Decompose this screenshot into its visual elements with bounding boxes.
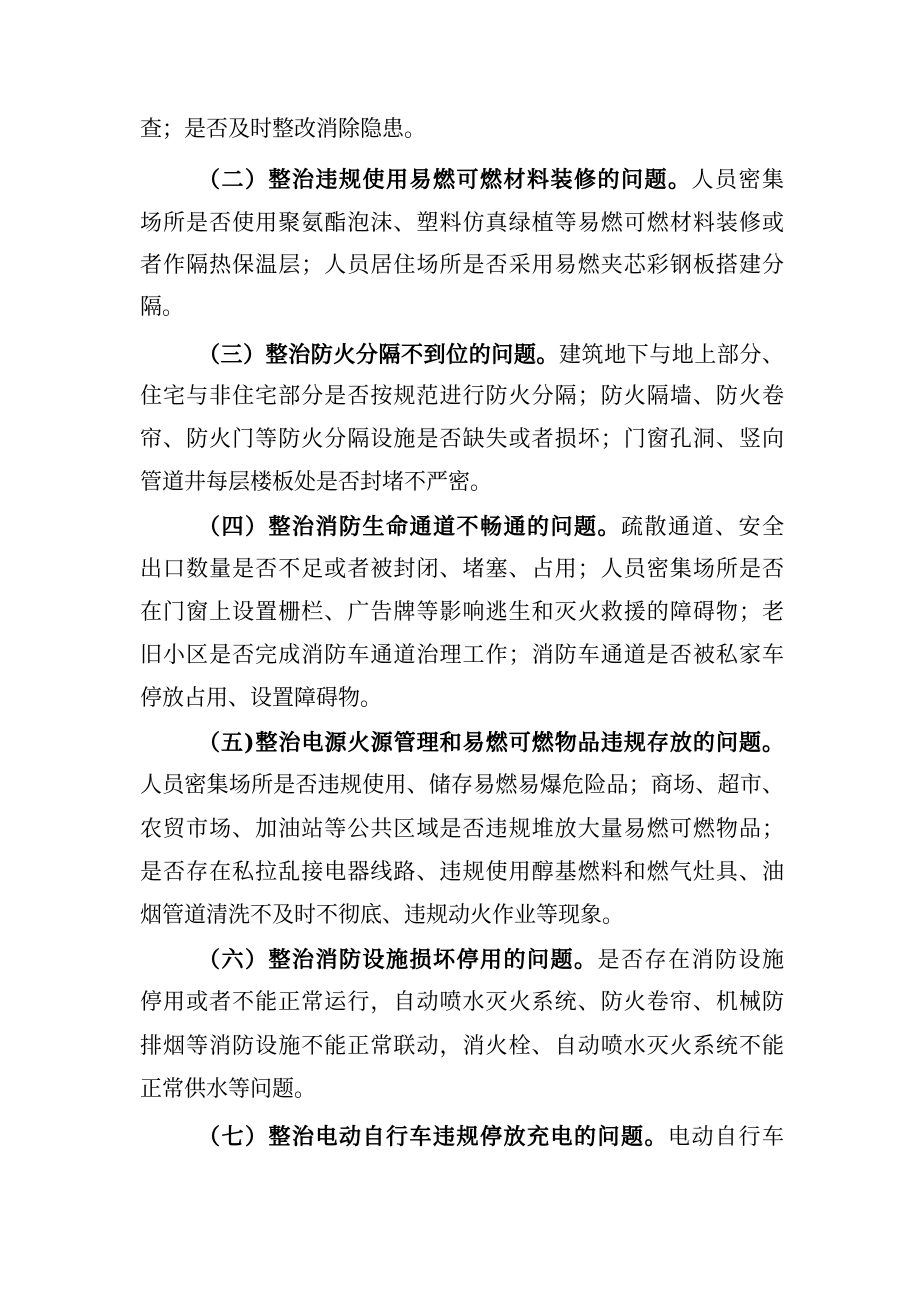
- paragraph-line: 住宅与非住宅部分是否按规范进行防火分隔；防火隔墙、防火卷: [140, 384, 784, 409]
- paragraph-line: 是否存在私拉乱接电器线路、违规使用醇基燃料和燃气灶具、油: [140, 860, 784, 885]
- paragraph-line: 排烟等消防设施不能正常联动，消火栓、自动喷水灭火系统不能: [140, 1034, 784, 1059]
- section-heading: （三）整治防火分隔不到位的问题。: [198, 342, 559, 368]
- paragraph-line: 场所是否使用聚氨酯泡沫、塑料仿真绿植等易燃可燃材料装修或: [140, 211, 784, 236]
- paragraph-line: 正常供水等问题。: [140, 1077, 317, 1102]
- section-heading: （二）整治违规使用易燃可燃材料装修的问题。: [198, 167, 692, 193]
- paragraph-line: 旧小区是否完成消防车通道治理工作；消防车通道是否被私家车: [140, 643, 784, 668]
- section-heading: （五)整治电源火源管理和易燃可燃物品违规存放的问题。: [198, 730, 784, 756]
- paragraph-line: 查；是否及时整改消除隐患。: [140, 117, 427, 142]
- paragraph-line: 帘、防火门等防火分隔设施是否缺失或者损坏；门窗孔洞、竖向: [140, 427, 784, 452]
- body-text: 人员密集: [691, 168, 784, 193]
- paragraph-line: 农贸市场、加油站等公共区域是否违规堆放大量易燃可燃物品；: [140, 817, 784, 842]
- paragraph-first-line: [198, 514, 784, 540]
- body-text: 疏散通道、安全: [620, 515, 784, 540]
- paragraph-first-line: [198, 342, 784, 368]
- paragraph-line: 在门窗上设置栅栏、广告牌等影响逃生和灭火救援的障碍物；老: [140, 600, 784, 625]
- paragraph-line: 停用或者不能正常运行，自动喷水灭火系统、防火卷帘、机械防: [140, 990, 784, 1015]
- paragraph-line: 者作隔热保温层；人员居住场所是否采用易燃夹芯彩钢板搭建分: [140, 253, 784, 278]
- paragraph-line: 管道井每层楼板处是否封堵不严密。: [140, 470, 493, 495]
- paragraph-line: 人员密集场所是否违规使用、储存易燃易爆危险品；商场、超市、: [140, 773, 784, 798]
- body-text: 建筑地下与地上部分、: [558, 343, 784, 368]
- section-heading: （四）整治消防生命通道不畅通的问题。: [198, 514, 621, 540]
- paragraph-line: 隔。: [140, 295, 185, 320]
- paragraph-line: 停放占用、设置障碍物。: [140, 686, 383, 711]
- paragraph-first-line: [198, 947, 784, 973]
- paragraph-first-line: [198, 1124, 784, 1150]
- paragraph-first-line: [198, 730, 784, 756]
- body-text: 是否存在消防设施: [597, 948, 784, 973]
- section-heading: （七）整治电动自行车违规停放充电的问题。: [198, 1124, 668, 1150]
- body-text: 电动自行车: [667, 1125, 784, 1150]
- paragraph-line: 烟管道清洗不及时不彻底、违规动火作业等现象。: [140, 903, 625, 928]
- section-heading: （六）整治消防设施损坏停用的问题。: [198, 947, 598, 973]
- paragraph-first-line: [198, 167, 784, 193]
- paragraph-line: 出口数量是否不足或者被封闭、堵塞、占用；人员密集场所是否: [140, 557, 784, 582]
